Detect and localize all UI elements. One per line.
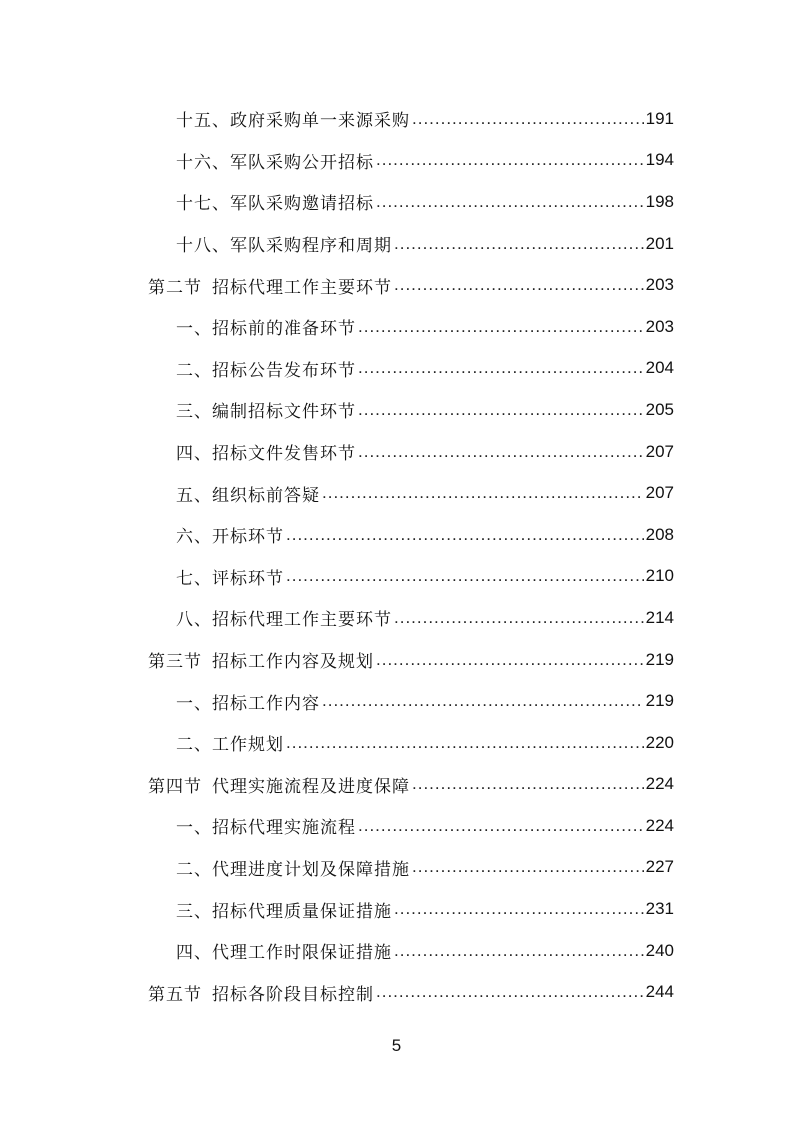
toc-page-number: 219 (645, 649, 674, 669)
toc-entry-title: 一、招标工作内容 (176, 693, 320, 714)
toc-section-title: 招标代理工作主要环节 (212, 277, 392, 298)
toc-page-number: 219 (645, 691, 674, 711)
toc-entry-title: 一、招标代理实施流程 (176, 818, 356, 839)
toc-entry-title: 三、招标代理质量保证措施 (176, 901, 392, 922)
toc-entry-title: 四、招标文件发售环节 (176, 444, 356, 465)
toc-entry-title: 八、招标代理工作主要环节 (176, 610, 392, 631)
toc-entry-title: 四、代理工作时限保证措施 (176, 943, 392, 964)
toc-entry-title: 七、评标环节 (176, 568, 284, 589)
toc-page-number: 203 (645, 275, 674, 295)
toc-entry[interactable] (148, 847, 674, 889)
toc-entry-title: 五、组织标前答疑 (176, 485, 320, 506)
page-number: 5 (391, 1036, 402, 1055)
toc-page-number: 207 (645, 483, 674, 503)
toc-page-number: 191 (645, 108, 674, 128)
toc-dot-leader (394, 234, 644, 254)
toc-section-number: 第五节 (148, 984, 202, 1005)
toc-dot-leader (376, 982, 644, 1002)
toc-dot-leader (394, 608, 644, 628)
toc-entry[interactable] (148, 888, 674, 930)
toc-dot-leader (322, 691, 644, 711)
toc-entry-title: 十七、军队采购邀请招标 (176, 194, 374, 215)
toc-dot-leader (394, 899, 644, 919)
toc-entry[interactable] (148, 680, 674, 722)
toc-entry[interactable] (148, 98, 674, 140)
toc-page-number: 198 (645, 191, 674, 211)
toc-entry[interactable] (148, 514, 674, 556)
toc-entry-title (148, 980, 374, 1005)
toc-entry[interactable] (148, 306, 674, 348)
toc-page-number: 210 (645, 566, 674, 586)
toc-page-number: 205 (645, 399, 674, 419)
toc-section-entry[interactable] (148, 264, 674, 306)
toc-entry[interactable] (148, 472, 674, 514)
toc-section-entry[interactable] (148, 764, 674, 806)
toc-entry[interactable] (148, 140, 674, 182)
toc-entry-title: 一、招标前的准备环节 (176, 319, 356, 340)
toc-dot-leader (376, 192, 644, 212)
toc-entry-title: 二、代理进度计划及保障措施 (176, 859, 410, 880)
toc-dot-leader (358, 816, 644, 836)
toc-page-number: 244 (645, 982, 674, 1002)
toc-entry-title: 二、工作规划 (176, 735, 284, 756)
toc-entry-title (148, 647, 374, 672)
toc-section-title: 代理实施流程及进度保障 (212, 776, 410, 797)
toc-page-number: 201 (645, 233, 674, 253)
toc-page-number: 208 (645, 524, 674, 544)
toc-dot-leader (412, 774, 644, 794)
toc-entry[interactable] (148, 930, 674, 972)
toc-page-number: 224 (645, 774, 674, 794)
toc-entry-title (148, 772, 410, 797)
toc-entry[interactable] (148, 389, 674, 431)
toc-section-entry[interactable] (148, 971, 674, 1013)
toc-dot-leader (412, 109, 644, 129)
toc-entry[interactable] (148, 431, 674, 473)
toc-dot-leader (394, 941, 644, 961)
toc-dot-leader (358, 317, 644, 337)
toc-page-number: 207 (645, 441, 674, 461)
toc-page-number: 227 (645, 857, 674, 877)
toc-entry-title: 二、招标公告发布环节 (176, 360, 356, 381)
table-of-contents (148, 98, 674, 1013)
toc-dot-leader (286, 733, 644, 753)
toc-page-number: 224 (645, 815, 674, 835)
toc-entry[interactable] (148, 597, 674, 639)
toc-section-entry[interactable] (148, 639, 674, 681)
toc-dot-leader (286, 566, 644, 586)
toc-entry[interactable] (148, 348, 674, 390)
toc-entry-title: 十六、军队采购公开招标 (176, 152, 374, 173)
toc-dot-leader (358, 400, 644, 420)
toc-entry[interactable] (148, 556, 674, 598)
toc-dot-leader (376, 150, 644, 170)
toc-entry-title (148, 273, 392, 298)
toc-entry[interactable] (148, 223, 674, 265)
toc-section-title: 招标工作内容及规划 (212, 652, 374, 673)
toc-page-number: 203 (645, 316, 674, 336)
toc-dot-leader (358, 358, 644, 378)
toc-section-number: 第二节 (148, 277, 202, 298)
toc-entry[interactable] (148, 181, 674, 223)
toc-entry-title: 六、开标环节 (176, 527, 284, 548)
toc-page-number: 220 (645, 732, 674, 752)
toc-entry-title: 十八、军队采购程序和周期 (176, 236, 392, 257)
toc-dot-leader (376, 650, 644, 670)
toc-page-number: 231 (645, 899, 674, 919)
toc-entry[interactable] (148, 805, 674, 847)
toc-dot-leader (412, 857, 644, 877)
toc-dot-leader (394, 275, 644, 295)
toc-entry-title: 十五、政府采购单一来源采购 (176, 111, 410, 132)
toc-dot-leader (322, 483, 644, 503)
toc-page-number: 194 (645, 150, 674, 170)
toc-page-number: 240 (645, 940, 674, 960)
toc-section-number: 第四节 (148, 776, 202, 797)
toc-section-number: 第三节 (148, 652, 202, 673)
toc-entry[interactable] (148, 722, 674, 764)
toc-page-number: 204 (645, 358, 674, 378)
toc-dot-leader (358, 442, 644, 462)
toc-section-title: 招标各阶段目标控制 (212, 984, 374, 1005)
toc-entry-title: 三、编制招标文件环节 (176, 402, 356, 423)
toc-page-number: 214 (645, 607, 674, 627)
toc-dot-leader (286, 525, 644, 545)
